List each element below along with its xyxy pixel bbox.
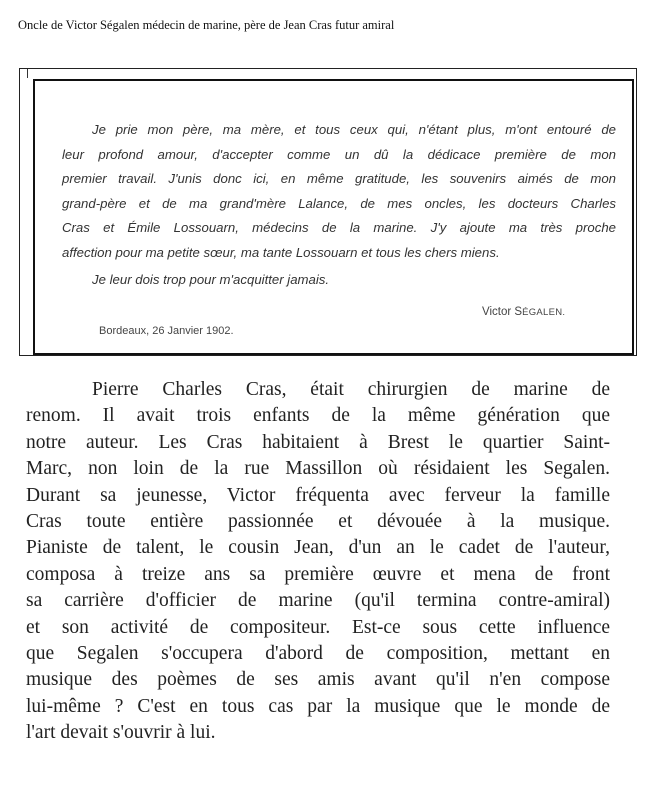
- body-line: que Segalen s'occupera d'abord de composition, mettant en: [26, 643, 610, 665]
- dedication-thanks: Je leur dois trop pour m'acquitter jamais.: [92, 272, 330, 287]
- dedication-line: premier travail. J'unis donc ici, en même gratitude, les souvenirs aimés de mon: [62, 171, 616, 186]
- body-line: sa carrière d'officier de marine (qu'il termina contre-amiral): [26, 590, 610, 612]
- dedication-paragraph: [62, 118, 616, 265]
- dedication-line: grand-père et de ma grand'mère Lalance, de mes oncles, les docteurs Charles: [62, 195, 616, 211]
- body-line: Marc, non loin de la rue Massillon où résidaient les Segalen.: [26, 458, 610, 480]
- body-line: Pierre Charles Cras, était chirurgien de marine de: [92, 379, 610, 400]
- signature-last-initial: S: [514, 306, 523, 318]
- dedication-line: Je prie mon père, ma mère, et tous ceux qui, n'étant plus, m'ont entouré de: [92, 122, 616, 137]
- dedication-line: affection pour ma petite sœur, ma tante Lossouarn et tous les chers miens.: [62, 244, 500, 260]
- dedication-line: leur profond amour, d'accepter comme un dû la dédicace première de mon: [62, 146, 616, 162]
- body-line: lui-même ? C'est en tous cas par la musique que le monde de: [26, 695, 610, 717]
- body-line: composa à treize ans sa première œuvre et mena de front: [26, 563, 610, 585]
- body-line: notre auteur. Les Cras habitaient à Brest le quartier Saint-: [26, 431, 610, 453]
- body-line: renom. Il avait trois enfants de la même génération que: [26, 405, 610, 427]
- body-line: l'art devait s'ouvrir à lui.: [26, 722, 216, 744]
- image-caption: Oncle de Victor Ségalen médecin de marine, père de Jean Cras futur amiral: [18, 18, 395, 32]
- body-line: Durant sa jeunesse, Victor fréquenta avec ferveur la famille: [26, 484, 610, 506]
- frame-corner-tick: [27, 69, 28, 78]
- dedication-signature: [482, 306, 565, 318]
- dedication-place-date: Bordeaux, 26 Janvier 1902.: [99, 325, 234, 337]
- signature-last-rest: ÉGALEN.: [522, 307, 566, 318]
- body-line: et son activité de compositeur. Est-ce sous cette influence: [26, 616, 610, 638]
- body-paragraph: [26, 377, 610, 747]
- body-line: Cras toute entière passionnée et dévouée à la musique.: [26, 511, 610, 533]
- dedication-line: Cras et Émile Lossouarn, médecins de la marine. J'y ajoute ma très proche: [62, 220, 616, 235]
- signature-first-name: Victor: [482, 306, 515, 318]
- body-line: Pianiste de talent, le cousin Jean, d'un an le cadet de l'auteur,: [26, 537, 610, 559]
- body-line: musique des poèmes de ses amis avant qu'il n'en compose: [26, 669, 610, 691]
